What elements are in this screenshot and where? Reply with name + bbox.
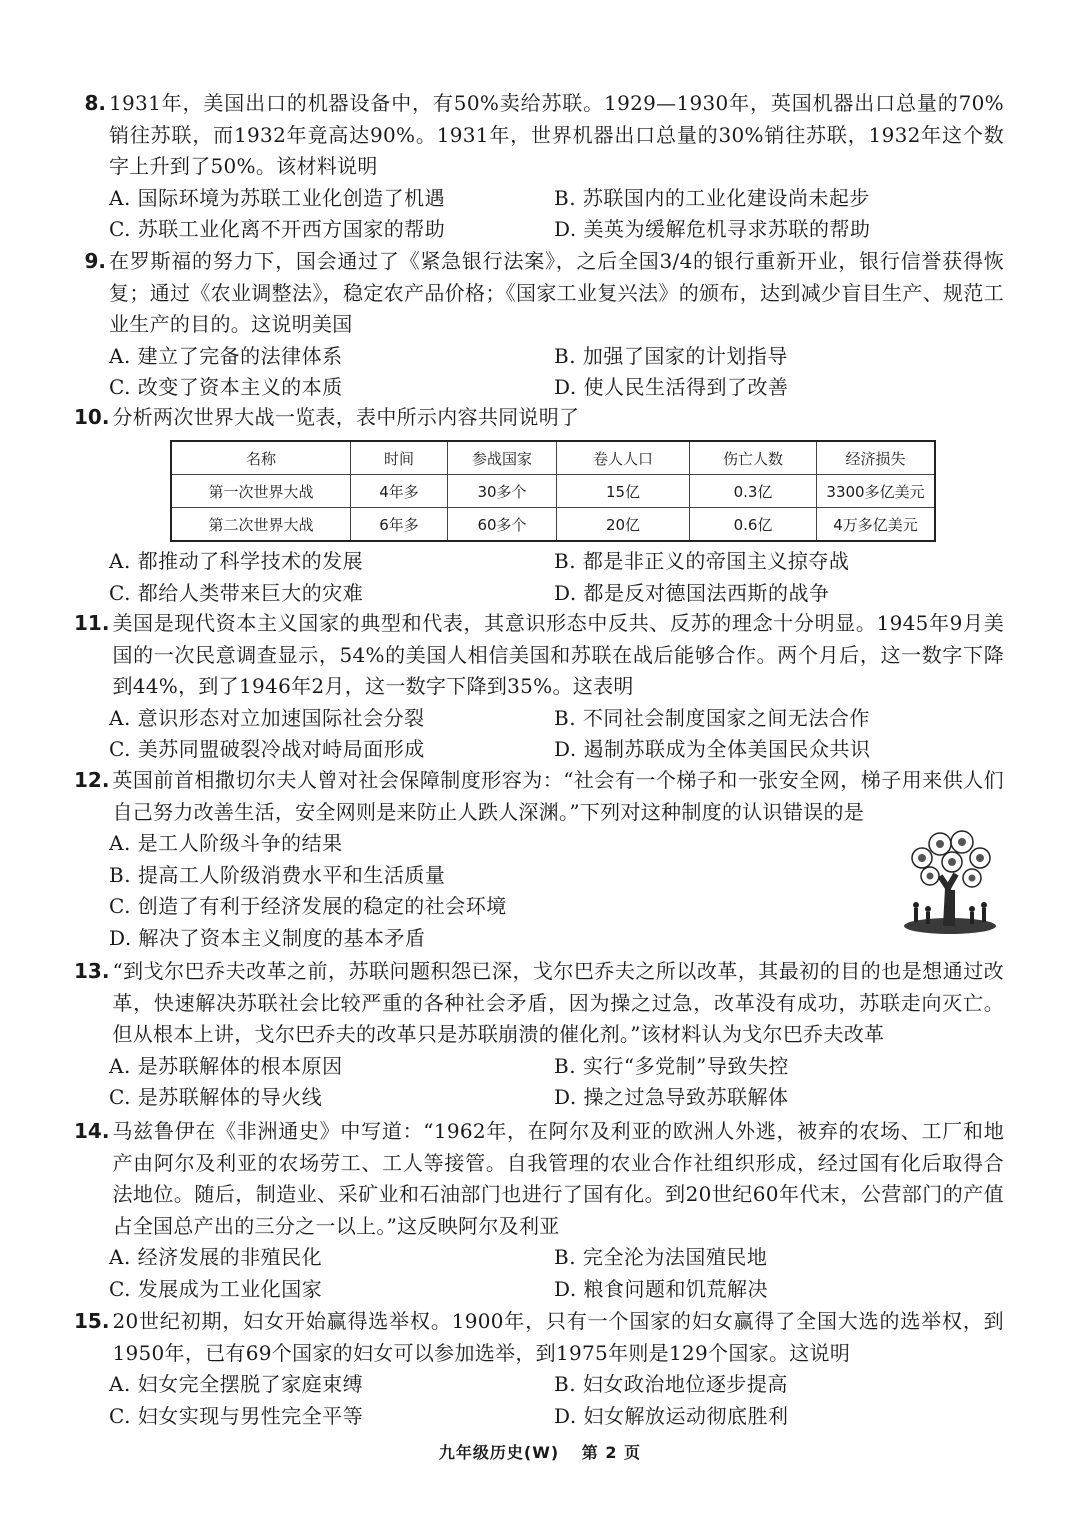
question-number: 12. (74, 768, 110, 792)
option-b: B. 实行“多党制”导致失控 (554, 1053, 789, 1078)
question-12 (74, 765, 1004, 954)
question-stem: 20世纪初期，妇女开始赢得选举权。1900年，只有一个国家的妇女赢得了全国大选的选举权，到1950年，已有69个国家的妇女可以参加选举，到1975年则是129个国家。这说明 (112, 1309, 1004, 1365)
question-stem: 马兹鲁伊在《非洲通史》中写道：“1962年，在阿尔及利亚的欧洲人外逃，被弃的农场、工厂和地产由阿尔及利亚的农场劳工、工人等接管。自我管理的农业合作社组织形成，经过国有化后取得合法地位。随后，制造业、采矿业和石油部门也进行了国有化。到20世纪60年代末，公营部门的产值占全国总产出的三分之一以上。”这反映阿尔及利亚 (112, 1119, 1004, 1238)
table-header: 参战国家 (448, 441, 557, 475)
option-c: C. 发展成为工业化国家 (109, 1276, 323, 1301)
question-stem: 在罗斯福的努力下，国会通过了《紧急银行法案》，之后全国3/4的银行重新开业，银行信誉获得恢复；通过《农业调整法》，稳定农产品价格；《国家工业复兴法》的颁布，达到减少盲目生产、规范工业生产的目的。这说明美国 (109, 249, 1004, 336)
options (74, 546, 1004, 609)
question-10 (74, 402, 1004, 434)
table-header-row (171, 441, 935, 475)
table-cell: 4万多亿美元 (817, 508, 936, 542)
options (74, 183, 1004, 246)
footer-subject: 九年级历史(W) (438, 1443, 560, 1462)
option-a: A. 经济发展的非殖民化 (109, 1245, 323, 1269)
option-a: A. 是工人阶级斗争的结果 (109, 831, 343, 855)
option-c: C. 都给人类带来巨大的灾难 (109, 580, 364, 605)
option-d: D. 都是反对德国法西斯的战争 (554, 580, 830, 605)
option-d: D. 使人民生活得到了改善 (554, 375, 789, 399)
table-cell: 60多个 (448, 508, 557, 542)
question-11 (74, 608, 1004, 766)
table-header: 卷人人口 (557, 441, 690, 475)
table-cell: 20亿 (557, 508, 690, 542)
table-row (171, 508, 935, 542)
table-cell: 第一次世界大战 (171, 475, 351, 508)
option-a: A. 建立了完备的法律体系 (109, 343, 343, 368)
table-cell: 0.3亿 (690, 475, 817, 508)
table-cell: 0.6亿 (690, 508, 817, 542)
options (74, 1051, 1004, 1114)
option-d: D. 操之过急导致苏联解体 (554, 1085, 789, 1109)
question-13 (74, 956, 1004, 1114)
table-header: 名称 (171, 441, 351, 475)
table-cell: 4年多 (351, 475, 448, 508)
question-stem: 美国是现代资本主义国家的典型和代表，其意识形态中反共、反苏的理念十分明显。1945年9月美国的一次民意调查显示，54%的美国人相信美国和苏联在战后能够合作。两个月后，这一数字下降到44%，到了1946年2月，这一数字下降到35%。这表明 (112, 611, 1004, 698)
option-c: C. 是苏联解体的导火线 (109, 1085, 323, 1109)
option-d: D. 妇女解放运动彻底胜利 (554, 1403, 789, 1428)
question-15 (74, 1306, 1004, 1432)
question-stem: 1931年，美国出口的机器设备中，有50%卖给苏联。1929—1930年，英国机器出口总量的70%销往苏联，而1932年竟高达90%。1931年，世界机器出口总量的30%销往苏联，1932年这个数字上升到了50%。该材料说明 (109, 91, 1004, 178)
options (74, 341, 1004, 404)
question-number: 13. (74, 959, 110, 983)
option-b: B. 提高工人阶级消费水平和生活质量 (109, 862, 446, 887)
option-d: D. 粮食问题和饥荒解决 (554, 1276, 769, 1301)
question-8 (74, 88, 1004, 246)
option-a: A. 是苏联解体的根本原因 (109, 1053, 343, 1078)
option-b: B. 苏联国内的工业化建设尚未起步 (554, 185, 870, 210)
question-number: 15. (74, 1309, 110, 1333)
option-b: B. 不同社会制度国家之间无法合作 (554, 705, 870, 730)
option-d: D. 解决了资本主义制度的基本矛盾 (109, 925, 426, 950)
options (74, 1242, 1004, 1305)
option-c: C. 改变了资本主义的本质 (109, 375, 343, 399)
table-header: 经济损失 (817, 441, 936, 475)
question-14 (74, 1116, 1004, 1305)
question-9 (74, 246, 1004, 404)
tree-illustration (900, 828, 1000, 936)
footer-page-number: 第 2 页 (581, 1443, 642, 1462)
option-a: A. 都推动了科学技术的发展 (109, 549, 364, 573)
question-number: 14. (74, 1119, 110, 1143)
question-number: 9. (84, 249, 106, 273)
table-header: 时间 (351, 441, 448, 475)
option-a: A. 意识形态对立加速国际社会分裂 (109, 705, 425, 730)
option-b: B. 妇女政治地位逐步提高 (554, 1372, 788, 1396)
option-c: C. 美苏同盟破裂冷战对峙局面形成 (109, 737, 425, 761)
question-number: 11. (74, 611, 110, 635)
page-footer (0, 1440, 1080, 1463)
table-cell: 6年多 (351, 508, 448, 542)
table-cell: 30多个 (448, 475, 557, 508)
option-a: A. 国际环境为苏联工业化创造了机遇 (109, 185, 446, 210)
question-number: 10. (74, 405, 110, 429)
table-cell: 3300多亿美元 (817, 475, 936, 508)
question-stem: 分析两次世界大战一览表，表中所示内容共同说明了 (112, 405, 580, 429)
option-c: C. 妇女实现与男性完全平等 (109, 1403, 364, 1428)
option-b: B. 完全沦为法国殖民地 (554, 1245, 768, 1269)
option-a: A. 妇女完全摆脱了家庭束缚 (109, 1372, 364, 1396)
table-header: 伤亡人数 (690, 441, 817, 475)
option-d: D. 美英为缓解危机寻求苏联的帮助 (554, 217, 871, 241)
question-10-options (74, 546, 1004, 609)
table-cell: 15亿 (557, 475, 690, 508)
option-c: C. 苏联工业化离不开西方国家的帮助 (109, 217, 446, 241)
options (74, 1369, 1004, 1432)
option-b: B. 加强了国家的计划指导 (554, 343, 788, 368)
table-row (171, 475, 935, 508)
options (74, 828, 1004, 954)
question-stem: 英国前首相撒切尔夫人曾对社会保障制度形容为：“社会有一个梯子和一张安全网，梯子用来供人们自己努力改善生活，安全网则是来防止人跌人深渊。”下列对这种制度的认识错误的是 (112, 768, 1004, 824)
options (74, 703, 1004, 766)
question-number: 8. (84, 91, 106, 115)
world-wars-table (170, 440, 936, 542)
option-b: B. 都是非正义的帝国主义掠夺战 (554, 549, 850, 573)
option-d: D. 遏制苏联成为全体美国民众共识 (554, 737, 871, 761)
table-cell: 第二次世界大战 (171, 508, 351, 542)
option-c: C. 创造了有利于经济发展的稳定的社会环境 (109, 894, 507, 918)
question-stem: “到戈尔巴乔夫改革之前，苏联问题积怨已深，戈尔巴乔夫之所以改革，其最初的目的也是想通过改革，快速解决苏联社会比较严重的各种社会矛盾，因为操之过急，改革没有成功，苏联走向灭亡。但从根本上讲，戈尔巴乔夫的改革只是苏联崩溃的催化剂。”该材料认为戈尔巴乔夫改革 (112, 959, 1004, 1046)
